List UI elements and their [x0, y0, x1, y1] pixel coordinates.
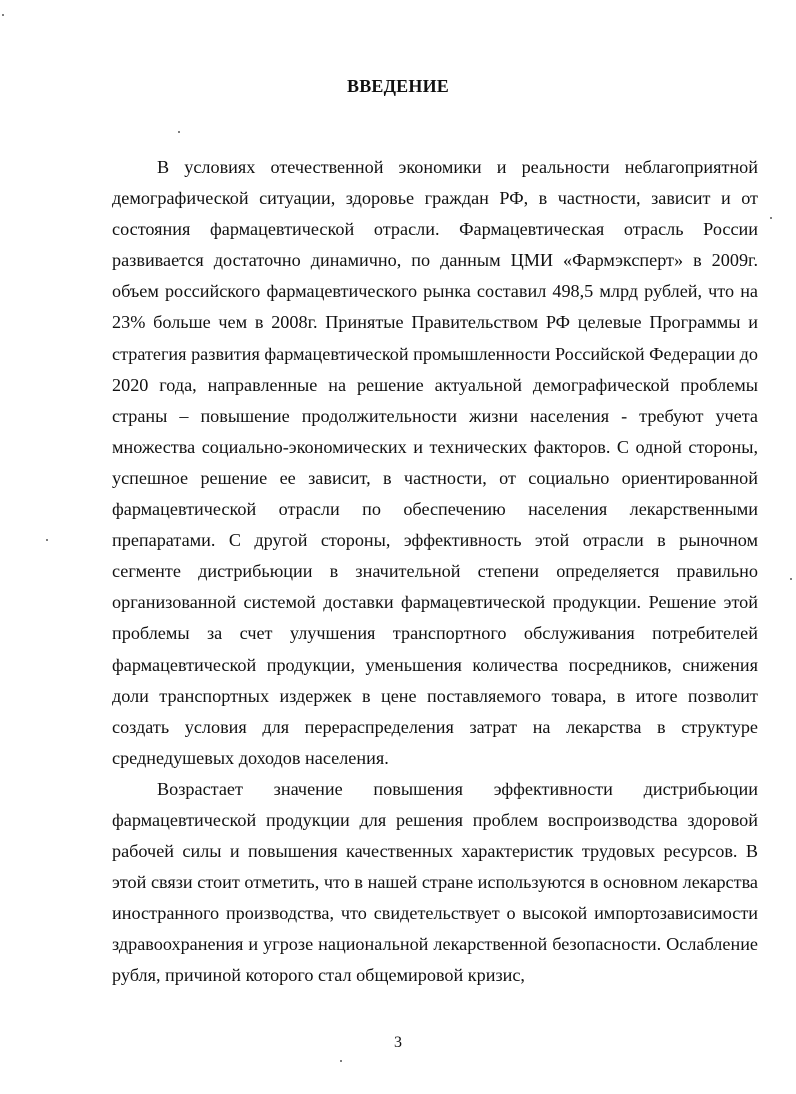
- paragraph-2: Возрастает значение повышения эффективности дистрибьюции фармацевтической продукции для решения проблем воспроизводства здоровой рабочей силы и повышения качественных характеристик трудовых ресурсов. В этой связи стоит отметить, что в нашей стране используются в основном лекарства иностранного производства, что свидетельствует о высокой импортозависимости здравоохранения и угрозе национальной лекарственной безопасности. Ослабление рубля, причиной которого стал общемировой кризис,: [112, 778, 758, 986]
- scan-speck: [340, 1060, 342, 1062]
- scan-speck: [770, 217, 772, 219]
- scan-speck: [46, 539, 48, 541]
- page-title: ВВЕДЕНИЕ: [346, 76, 449, 96]
- scan-speck: [790, 578, 792, 580]
- scan-speck: [2, 14, 4, 16]
- scan-speck: [178, 131, 180, 133]
- page-number: 3: [394, 1034, 402, 1051]
- paragraph-1: В условиях отечественной экономики и реальности неблагоприятной демографической ситуации, здоровье граждан РФ, в частности, зависит и от состояния фармацевтической отрасли. Фармацевтическая отрасль России развивается достаточно динамично, по данным ЦМИ «Фармэксперт» в 2009г. объем российского фармацевтического рынка составил 498,5 млрд рублей, что на 23% больше чем в 2008г. Принятые Правительством РФ целевые Программы и стратегия развития фармацевтической промышленности Российской Федерации до 2020 года, направленные на решение актуальной демографической проблемы страны – повышение продолжительности жизни населения - требуют учета множества социально-экономических и технических факторов. С одной стороны, успешное решение ее зависит, в частности, от социально ориентированной фармацевтической отрасли по обеспечению населения лекарственными препаратами. С другой стороны, эффективность этой отрасли в рыночном сегменте дистрибьюции в значительной степени определяется правильно организованной системой доставки фармацевтической продукции. Решение этой проблемы за счет улучшения транспортного обслуживания потребителей фармацевтической продукции, уменьшения количества посредников, снижения доли транспортных издержек в цене поставляемого товара, в итоге позволит создать условия для перераспределения затрат на лекарства в структуре среднедушевых доходов населения.: [112, 157, 758, 768]
- document-body: [112, 152, 758, 992]
